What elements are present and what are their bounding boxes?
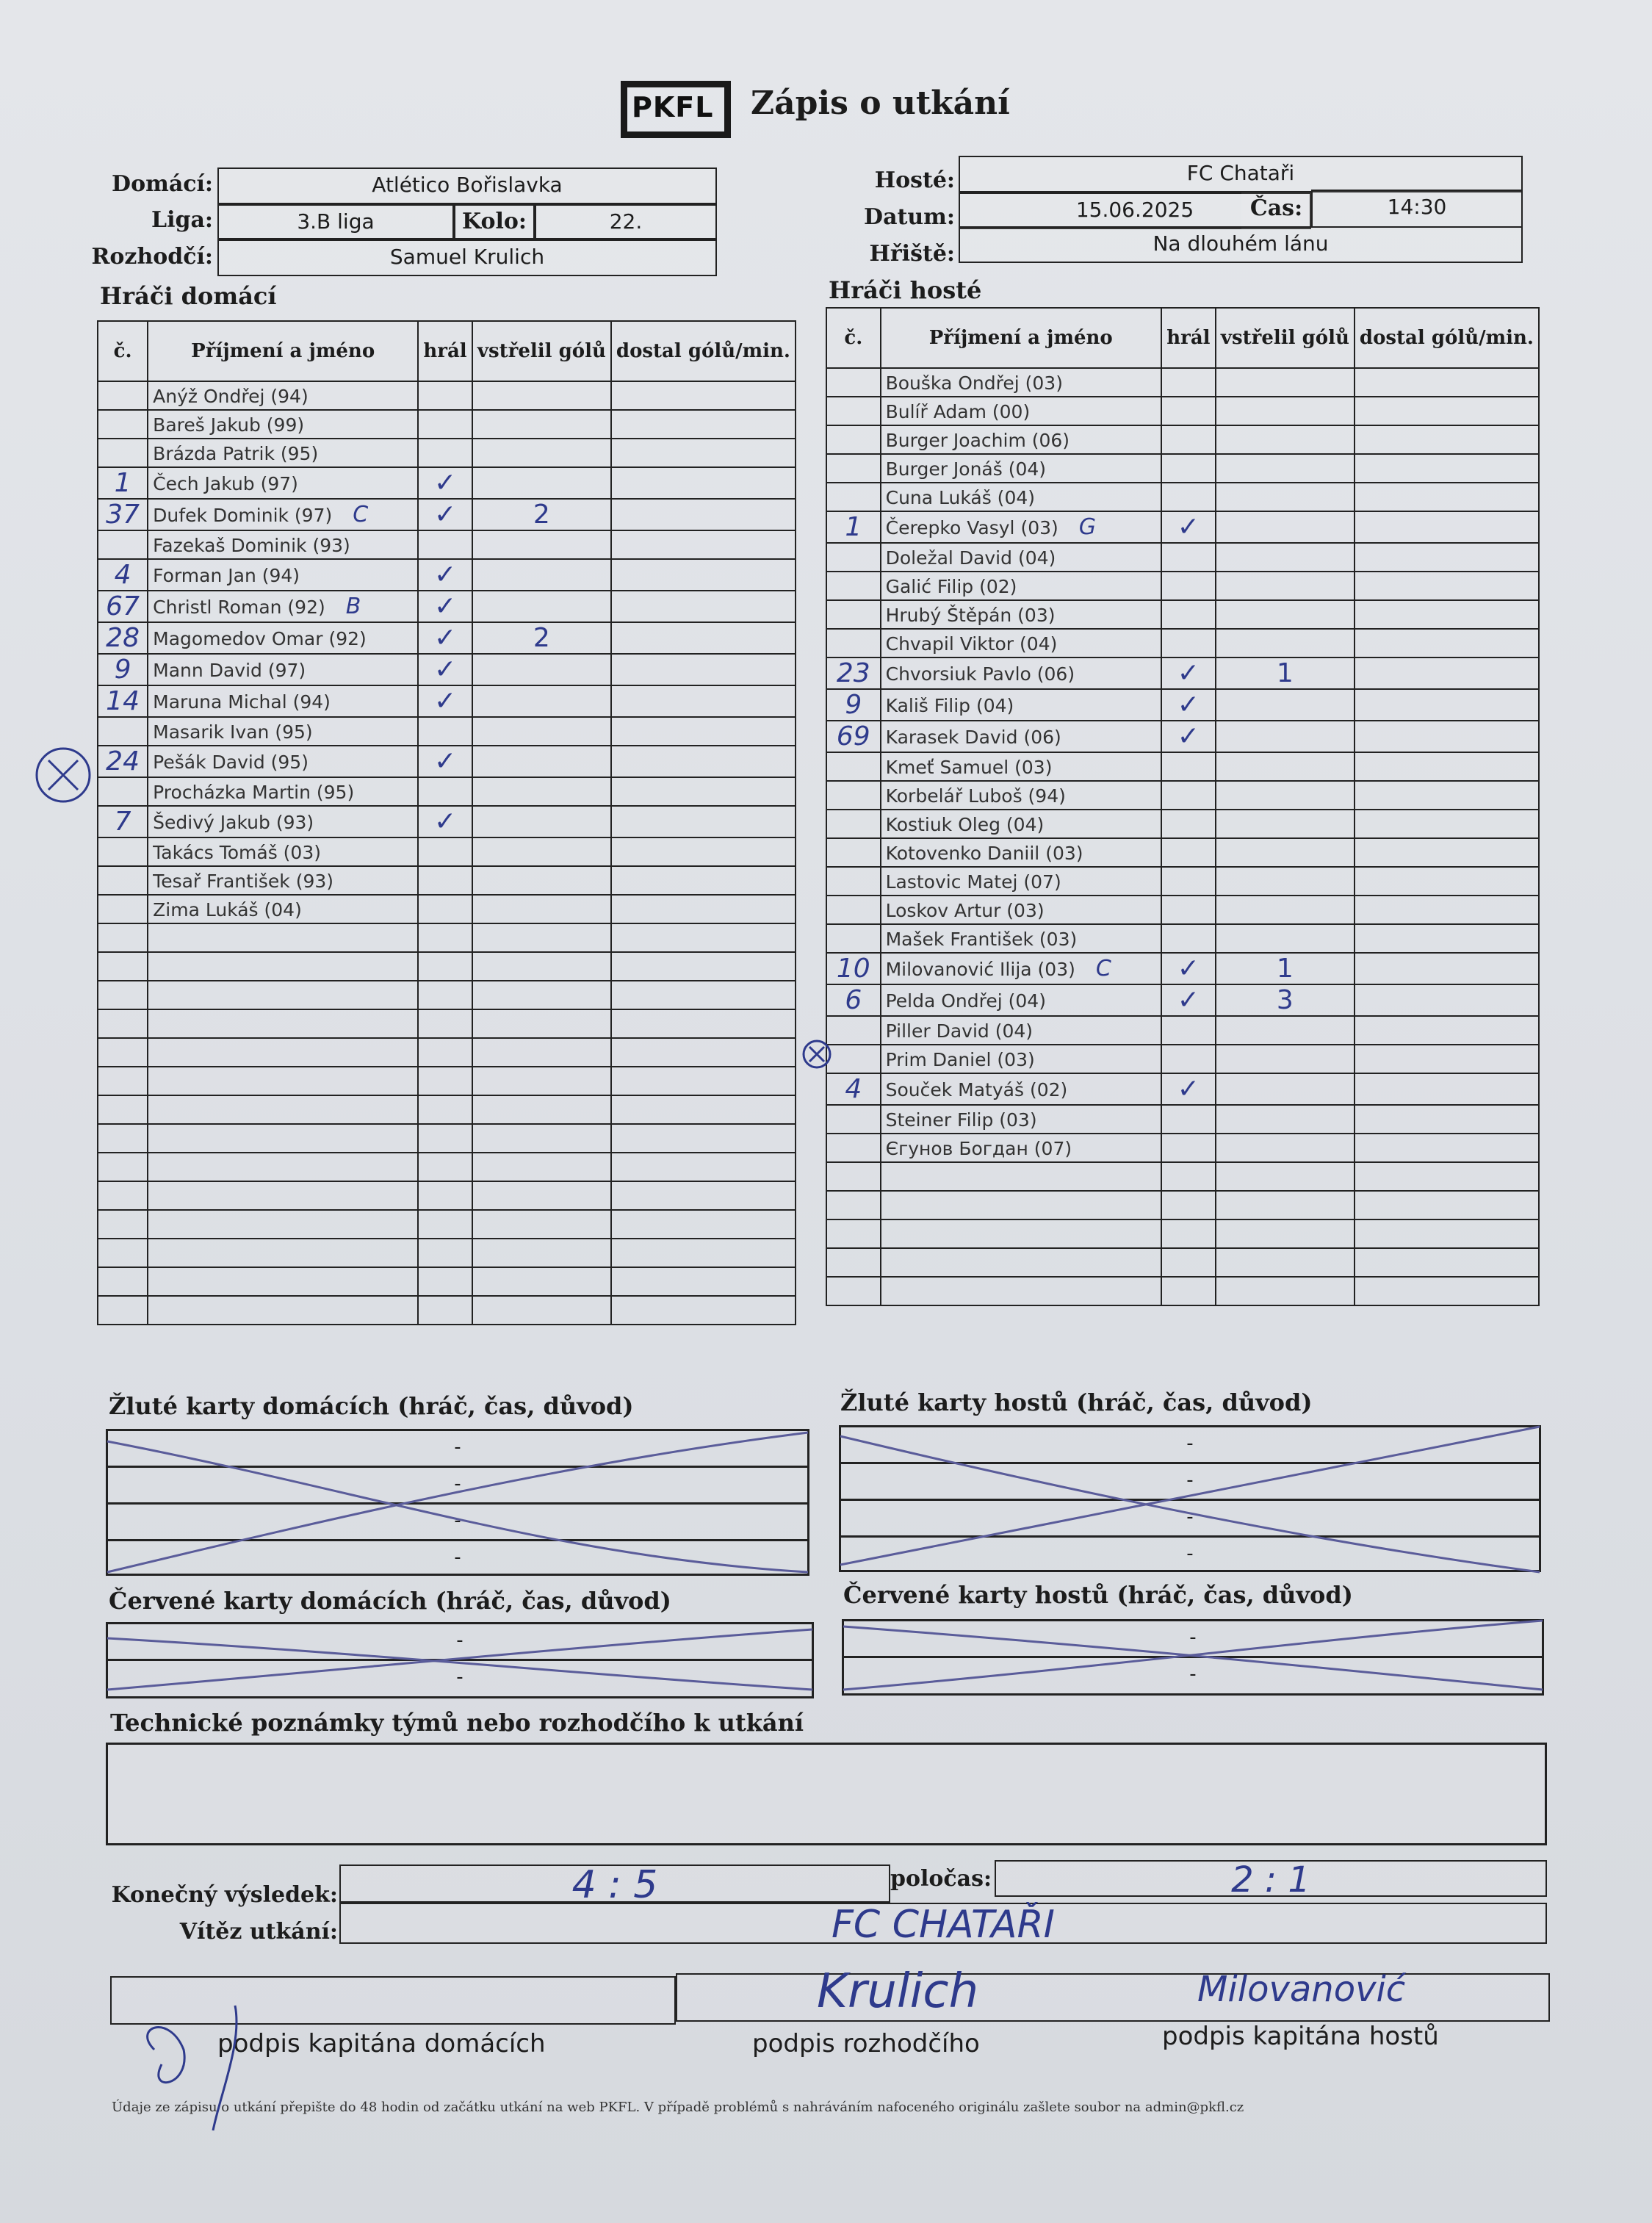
player-name-text: Tesař František (93) <box>153 871 334 892</box>
player-name-text: Souček Matyáš (02) <box>885 1079 1068 1100</box>
player-number[interactable]: 69 <box>826 721 881 752</box>
card-row[interactable]: - <box>841 1427 1539 1464</box>
played-mark[interactable]: ✓ <box>418 559 472 591</box>
final-score-label: Konečný výsledek: <box>111 1882 338 1908</box>
player-number[interactable]: 67 <box>98 591 148 622</box>
col-name-header: Příjmení a jméno <box>148 321 418 381</box>
away-label: Hosté: <box>874 167 955 193</box>
player-name-text: Šedivý Jakub (93) <box>153 812 314 833</box>
card-row[interactable]: - <box>844 1621 1542 1658</box>
player-note-mark: C <box>1095 956 1111 981</box>
player-name-text: Magomedov Omar (92) <box>153 628 367 649</box>
red-cards-away-heading: Červené karty hostů (hráč, čas, důvod) <box>843 1581 1353 1609</box>
player-name-text: Brázda Patrik (95) <box>153 443 319 464</box>
player-name-text: Zima Lukáš (04) <box>153 899 302 920</box>
col-number-header: č. <box>826 308 881 368</box>
player-name-text: Forman Jan (94) <box>153 565 300 586</box>
league-label: Liga: <box>151 207 213 233</box>
player-number[interactable]: 6 <box>826 984 881 1016</box>
player-number[interactable]: 37 <box>98 499 148 530</box>
player-name-text: Cuna Lukáš (04) <box>885 487 1036 508</box>
player-name-text: Takács Tomáš (03) <box>153 842 321 863</box>
pitch-label: Hřiště: <box>869 241 955 267</box>
away-players-heading: Hráči hosté <box>829 276 982 304</box>
played-mark[interactable]: ✓ <box>1161 721 1216 752</box>
referee-signature: Krulich <box>817 1964 979 2019</box>
half-time-value: 2 : 1 <box>1231 1859 1310 1900</box>
player-number[interactable]: 7 <box>98 806 148 837</box>
strike-line <box>107 1638 812 1690</box>
pitch-field[interactable]: Na dlouhém lánu <box>959 226 1523 263</box>
player-name-text: Procházka Martin (95) <box>153 782 355 803</box>
player-name-text: Burger Joachim (06) <box>885 430 1070 451</box>
player-number[interactable]: 28 <box>98 622 148 654</box>
col-played-header: hrál <box>1161 308 1216 368</box>
player-number[interactable]: 24 <box>98 746 148 777</box>
player-number[interactable]: 9 <box>826 689 881 721</box>
player-name-text: Bareš Jakub (99) <box>153 414 305 436</box>
captain-cross-mark <box>48 760 78 790</box>
away-team-field[interactable]: FC Chataři <box>959 156 1523 192</box>
strike-line <box>107 1433 808 1572</box>
player-name-text: Anýž Ondřej (94) <box>153 386 309 407</box>
notes-heading: Technické poznámky týmů nebo rozhodčího k utkání <box>110 1709 804 1737</box>
final-score-value: 4 : 5 <box>571 1863 658 1907</box>
player-name-text: Pelda Ondřej (04) <box>885 990 1046 1012</box>
captain-cross-mark <box>809 1047 824 1062</box>
away-captain-signature-label: podpis kapitána hostů <box>1162 2022 1439 2051</box>
pkfl-logo-text: PKFL <box>632 91 714 123</box>
player-name-text: Bulíř Adam (00) <box>885 401 1031 422</box>
round-field[interactable]: 22. <box>535 204 717 239</box>
played-mark[interactable]: ✓ <box>1161 1073 1216 1105</box>
played-mark[interactable]: ✓ <box>1161 953 1216 984</box>
played-mark[interactable]: ✓ <box>418 806 472 837</box>
referee-field[interactable]: Samuel Krulich <box>217 239 717 276</box>
player-name-text: Čerepko Vasyl (03) <box>885 517 1058 538</box>
col-name-header: Příjmení a jméno <box>881 308 1161 368</box>
player-note-mark: C <box>353 502 369 527</box>
strike-line <box>840 1436 1540 1572</box>
player-number[interactable]: 9 <box>98 654 148 685</box>
player-note-mark: B <box>345 594 361 619</box>
player-name-text: Chvapil Viktor (04) <box>885 633 1058 655</box>
half-time-label: poločas: <box>890 1866 992 1892</box>
card-row[interactable]: - <box>456 1666 464 1688</box>
played-mark[interactable]: ✓ <box>418 591 472 622</box>
player-name-text: Mašek František (03) <box>885 929 1078 950</box>
card-row[interactable]: - <box>108 1624 812 1661</box>
player-name-text: Galić Filip (02) <box>885 576 1017 597</box>
goals-scored[interactable]: 1 <box>1216 657 1355 689</box>
home-captain-signature-label: podpis kapitána domácích <box>217 2029 546 2058</box>
home-label: Domácí: <box>112 171 213 197</box>
date-field[interactable]: 15.06.2025 <box>959 192 1311 229</box>
player-name-text: Loskov Artur (03) <box>885 900 1045 921</box>
player-number[interactable]: 23 <box>826 657 881 689</box>
home-team-field[interactable]: Atlético Bořislavka <box>217 167 717 204</box>
player-name-text: Єгунов Богдан (07) <box>885 1138 1072 1159</box>
card-row[interactable]: - <box>108 1468 807 1505</box>
goals-scored[interactable]: 2 <box>472 622 611 654</box>
played-mark[interactable]: ✓ <box>418 499 472 530</box>
played-mark[interactable]: ✓ <box>418 467 472 499</box>
goals-scored[interactable]: 3 <box>1216 984 1355 1016</box>
card-row[interactable]: - <box>108 1431 807 1468</box>
card-row[interactable]: - <box>841 1501 1539 1538</box>
league-field[interactable]: 3.B liga <box>217 204 454 239</box>
player-name-text: Kostiuk Oleg (04) <box>885 814 1045 835</box>
played-mark[interactable]: ✓ <box>418 654 472 685</box>
player-name-text: Fazekaš Dominik (93) <box>153 535 350 556</box>
player-name-text: Čech Jakub (97) <box>153 473 298 494</box>
player-name-text: Kmeť Samuel (03) <box>885 757 1053 778</box>
col-played-header: hrál <box>418 321 472 381</box>
strike-line <box>840 1427 1540 1565</box>
player-name-text: Kotovenko Daniil (03) <box>885 843 1083 864</box>
col-goals-scored-header: vstřelil gólů <box>1216 308 1355 368</box>
away-captain-signature: Milovanović <box>1197 1969 1406 2010</box>
strike-line <box>107 1629 812 1690</box>
player-name-text: Milovanović Ilija (03) <box>885 959 1075 980</box>
round-label: Kolo: <box>454 204 535 239</box>
yellow-cards-away-heading: Žluté karty hostů (hráč, čas, důvod) <box>840 1388 1313 1416</box>
col-goals-conceded-header: dostal gólů/min. <box>611 321 796 381</box>
player-number[interactable]: 10 <box>826 953 881 984</box>
player-number[interactable]: 1 <box>98 467 148 499</box>
time-field[interactable]: 14:30 <box>1311 190 1523 228</box>
time-label: Čas: <box>1241 192 1311 229</box>
player-name-text: Karasek David (06) <box>885 727 1061 748</box>
player-name-text: Chvorsiuk Pavlo (06) <box>885 663 1075 685</box>
player-name-text: Pešák David (95) <box>153 752 309 773</box>
player-name-text: Kališ Filip (04) <box>885 695 1014 716</box>
played-mark[interactable]: ✓ <box>1161 984 1216 1016</box>
player-name-text: Steiner Filip (03) <box>885 1109 1037 1131</box>
player-number[interactable]: 14 <box>98 685 148 717</box>
played-mark[interactable]: ✓ <box>418 746 472 777</box>
winner-label: Vítěz utkání: <box>179 1919 338 1945</box>
player-number[interactable]: 4 <box>826 1073 881 1105</box>
player-note-mark: G <box>1078 514 1097 540</box>
goals-scored[interactable]: 2 <box>472 499 611 530</box>
document-title: Zápis o utkání <box>751 84 1010 122</box>
card-row[interactable]: - <box>841 1464 1539 1501</box>
goals-scored[interactable]: 1 <box>1216 953 1355 984</box>
referee-label: Rozhodčí: <box>91 244 213 270</box>
played-mark[interactable]: ✓ <box>1161 511 1216 543</box>
player-number[interactable]: 1 <box>826 511 881 543</box>
player-name-text: Korbelář Luboš (94) <box>885 785 1066 807</box>
player-name-text: Burger Jonáš (04) <box>885 458 1047 480</box>
player-name-text: Prim Daniel (03) <box>885 1049 1035 1070</box>
player-name-text: Mann David (97) <box>153 660 306 681</box>
player-name-text: Dufek Dominik (97) <box>153 505 333 526</box>
referee-signature-label: podpis rozhodčího <box>752 2029 980 2058</box>
strike-line <box>107 1441 808 1572</box>
player-number[interactable]: 4 <box>98 559 148 591</box>
played-mark[interactable]: ✓ <box>418 685 472 717</box>
col-goals-conceded-header: dostal gólů/min. <box>1355 308 1539 368</box>
player-name-text: Maruna Michal (94) <box>153 691 331 713</box>
footer-note: Údaje ze zápisu o utkání přepište do 48 hodin od začátku utkání na web PKFL. V případě problémů s nahráváním nafoceného originálu zašlete soubor na admin@pkfl.cz <box>112 2100 1244 2115</box>
player-name-text: Christl Roman (92) <box>153 597 325 618</box>
card-row[interactable]: - <box>108 1505 807 1541</box>
yellow-cards-home-heading: Žluté karty domácích (hráč, čas, důvod) <box>109 1392 634 1420</box>
card-row[interactable]: - <box>454 1546 461 1568</box>
player-name-text: Lastovic Matej (07) <box>885 871 1061 893</box>
col-number-header: č. <box>98 321 148 381</box>
played-mark[interactable]: ✓ <box>1161 689 1216 721</box>
player-name-text: Doležal David (04) <box>885 547 1056 569</box>
home-captain-signature-scribble <box>148 2006 237 2130</box>
played-mark[interactable]: ✓ <box>418 622 472 654</box>
home-players-heading: Hráči domácí <box>100 282 277 310</box>
winner-value: FC CHATAŘI <box>832 1903 1055 1947</box>
player-name-text: Piller David (04) <box>885 1020 1034 1042</box>
col-goals-scored-header: vstřelil gólů <box>472 321 611 381</box>
player-name-text: Masarik Ivan (95) <box>153 721 313 743</box>
player-name-text: Bouška Ondřej (03) <box>885 372 1063 394</box>
player-name-text: Hrubý Štěpán (03) <box>885 605 1056 626</box>
card-row[interactable]: - <box>1186 1543 1194 1565</box>
date-label: Datum: <box>864 204 955 230</box>
card-row[interactable]: - <box>1189 1663 1197 1685</box>
red-cards-home-heading: Červené karty domácích (hráč, čas, důvod) <box>109 1587 671 1615</box>
played-mark[interactable]: ✓ <box>1161 657 1216 689</box>
